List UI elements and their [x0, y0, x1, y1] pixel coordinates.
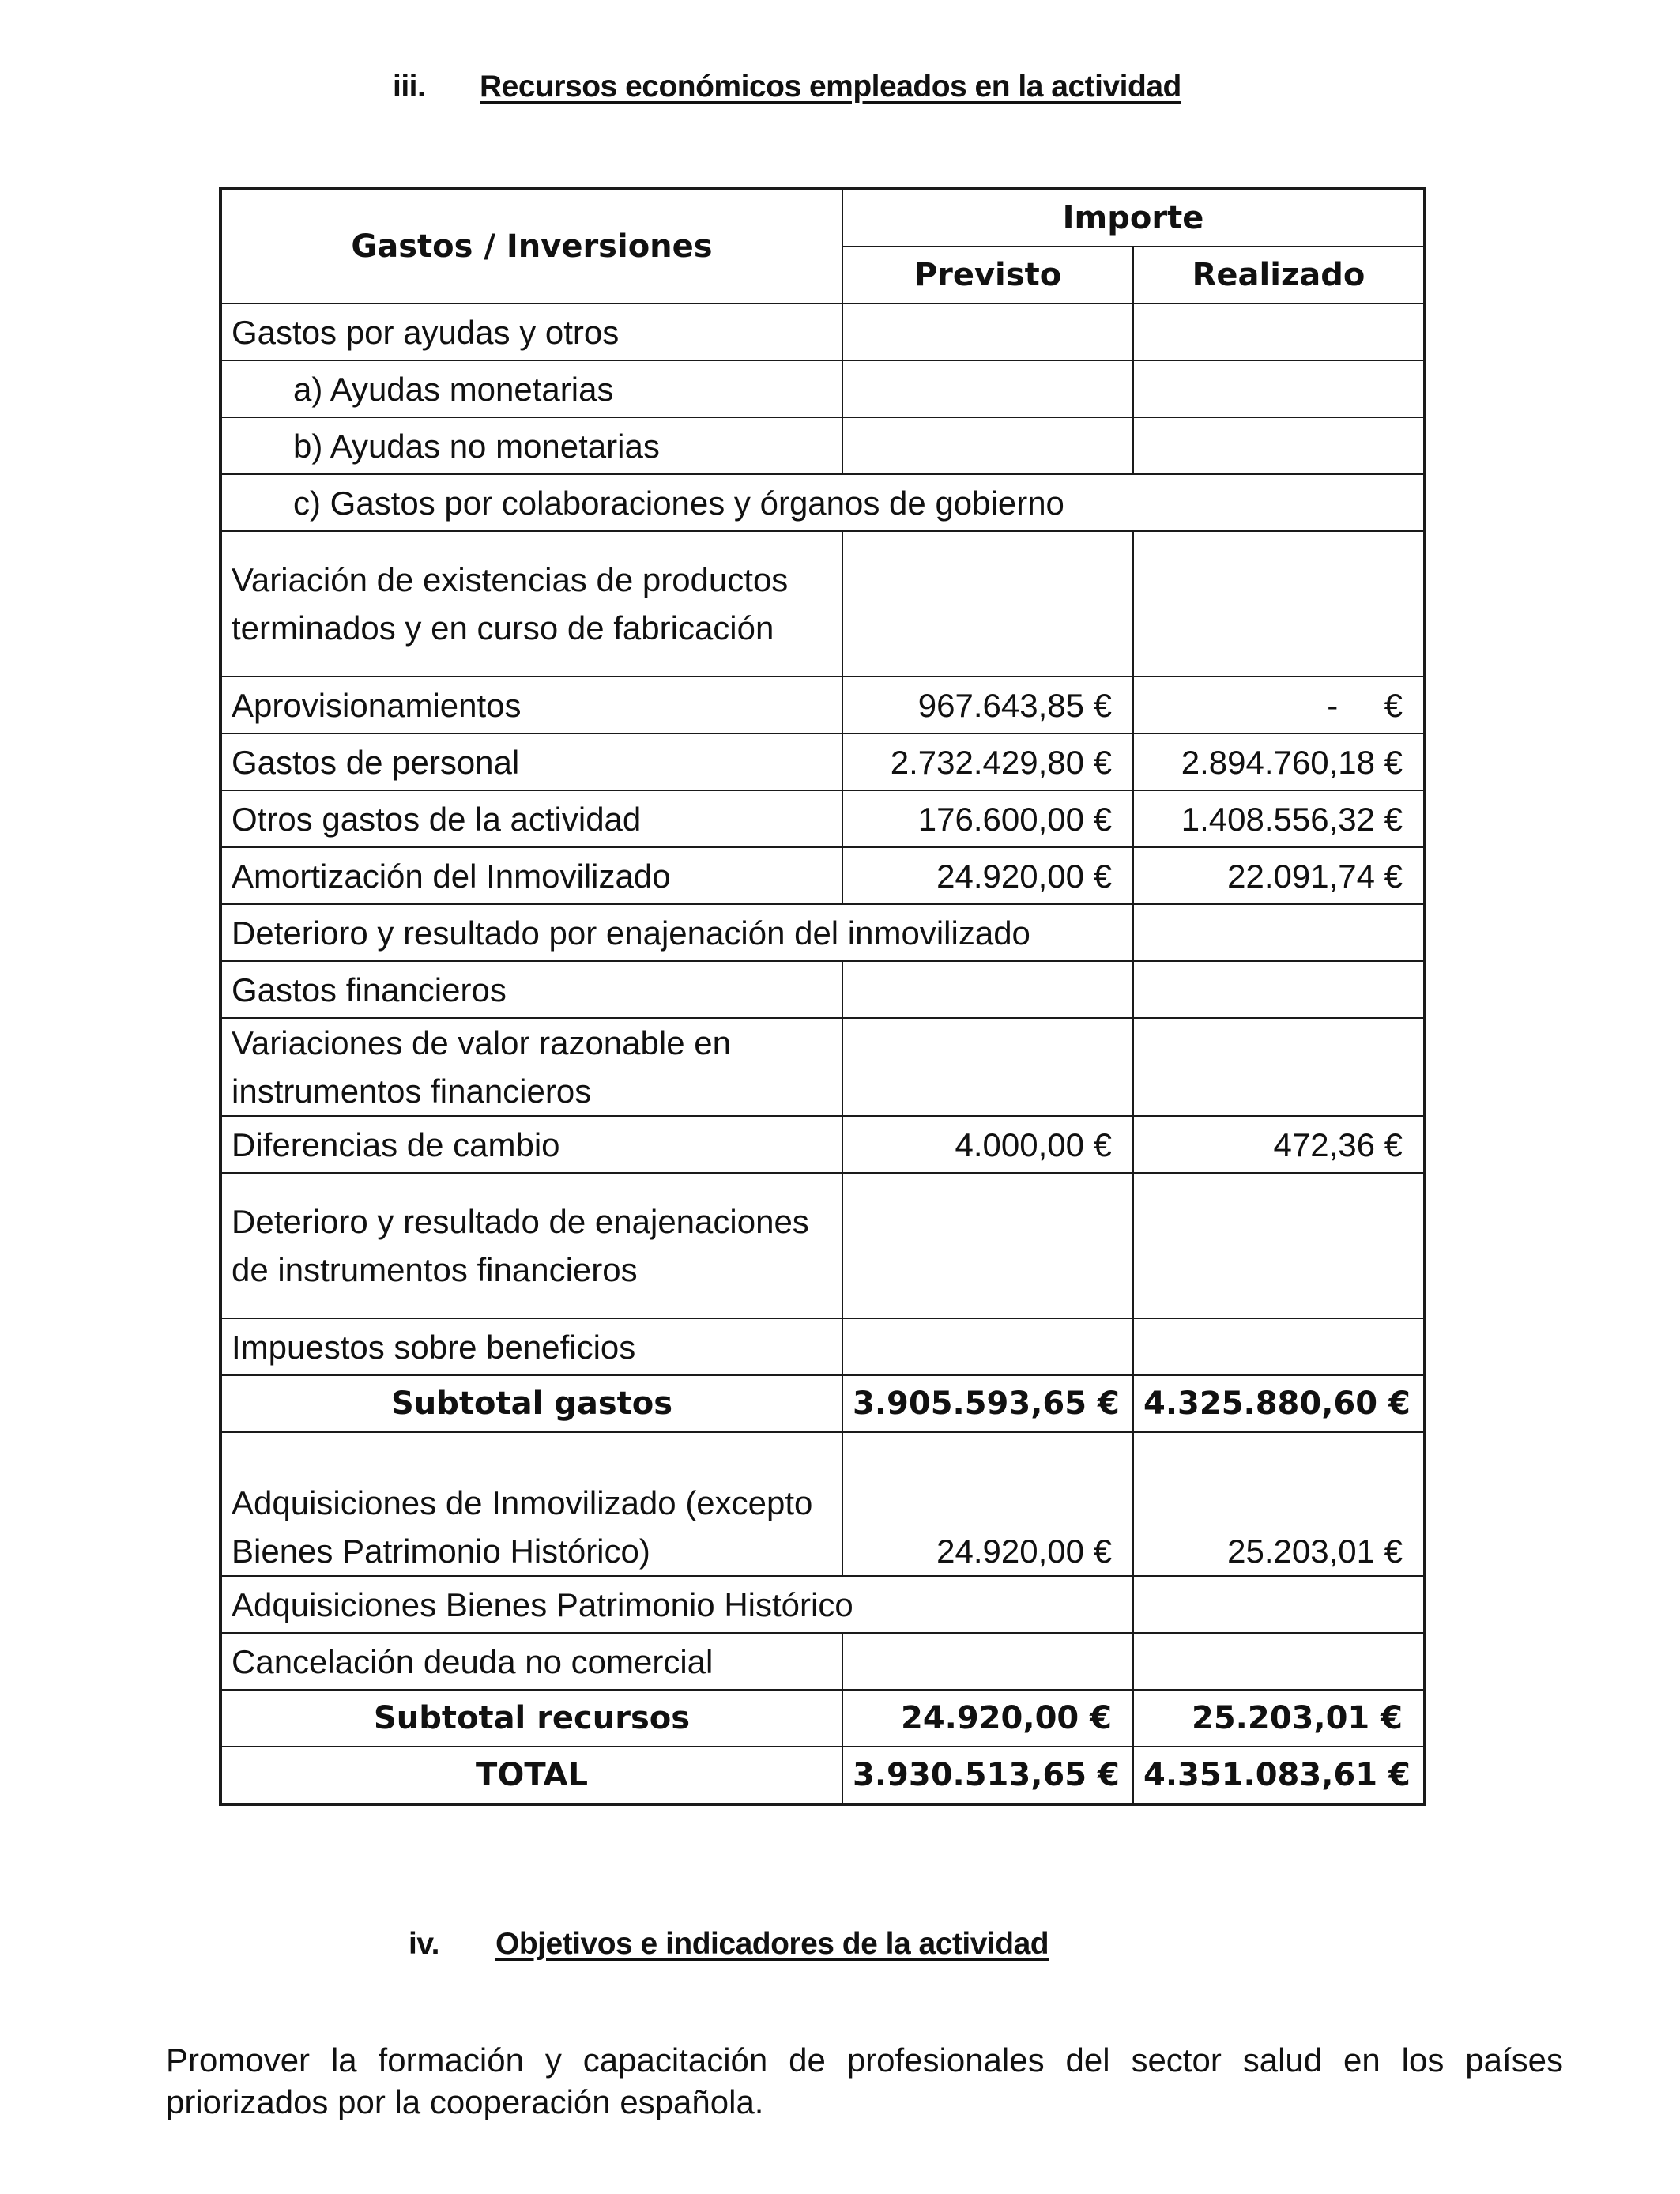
header-previsto: Previsto	[842, 247, 1133, 303]
row-realizado: 25.203,01 €	[1133, 1690, 1425, 1747]
row-realizado	[1133, 1633, 1425, 1690]
row-label: c) Gastos por colaboraciones y órganos de gobierno	[220, 474, 1425, 531]
table-row	[220, 360, 1425, 417]
row-previsto: 2.732.429,80 €	[842, 733, 1133, 790]
row-previsto	[842, 1318, 1133, 1375]
row-realizado	[1133, 1318, 1425, 1375]
section-heading-iii	[393, 70, 1262, 109]
section-number: iii.	[393, 70, 426, 104]
header-importe: Importe	[842, 189, 1425, 247]
row-previsto	[842, 360, 1133, 417]
row-label: TOTAL	[220, 1747, 842, 1804]
table-row	[220, 1318, 1425, 1375]
row-previsto	[842, 1173, 1133, 1318]
table-row	[220, 1432, 1425, 1576]
row-previsto: 3.905.593,65 €	[842, 1375, 1133, 1432]
row-realizado	[1133, 360, 1425, 417]
row-label: Variación de existencias de productos terminados y en curso de fabricación	[220, 531, 842, 677]
row-realizado	[1133, 531, 1425, 677]
row-label: b) Ayudas no monetarias	[220, 417, 842, 474]
row-previsto: 967.643,85 €	[842, 677, 1133, 733]
row-previsto: 3.930.513,65 €	[842, 1747, 1133, 1804]
row-previsto	[842, 531, 1133, 677]
row-label: Adquisiciones de Inmovilizado (excepto Bienes Patrimonio Histórico)	[220, 1432, 842, 1576]
row-label: Subtotal recursos	[220, 1690, 842, 1747]
header-realizado: Realizado	[1133, 247, 1425, 303]
row-previsto: 176.600,00 €	[842, 790, 1133, 847]
row-label: Diferencias de cambio	[220, 1116, 842, 1173]
row-realizado	[1133, 1576, 1425, 1633]
resources-table	[219, 187, 1426, 1806]
table-row	[220, 417, 1425, 474]
section-heading-iv	[409, 1927, 1278, 1966]
table-row	[220, 1116, 1425, 1173]
table-row	[220, 847, 1425, 904]
row-realizado	[1133, 961, 1425, 1018]
row-previsto	[842, 961, 1133, 1018]
row-realizado	[1133, 1173, 1425, 1318]
table-row	[220, 531, 1425, 677]
row-label: Otros gastos de la actividad	[220, 790, 842, 847]
row-previsto	[842, 303, 1133, 360]
row-previsto: 24.920,00 €	[842, 1690, 1133, 1747]
row-realizado	[1133, 303, 1425, 360]
table-row	[220, 1018, 1425, 1116]
row-label: Subtotal gastos	[220, 1375, 842, 1432]
row-label: Gastos de personal	[220, 733, 842, 790]
row-previsto	[842, 1018, 1133, 1116]
row-label: Deterioro y resultado por enajenación del inmovilizado	[220, 904, 1133, 961]
row-label: Impuestos sobre beneficios	[220, 1318, 842, 1375]
total-row	[220, 1747, 1425, 1804]
row-label: Amortización del Inmovilizado	[220, 847, 842, 904]
row-previsto: 4.000,00 €	[842, 1116, 1133, 1173]
section-title: Objetivos e indicadores de la actividad	[495, 1927, 1049, 1961]
table-row	[220, 790, 1425, 847]
table-row	[220, 733, 1425, 790]
section-title: Recursos económicos empleados en la actividad	[480, 70, 1181, 104]
row-realizado: - €	[1133, 677, 1425, 733]
row-realizado: 472,36 €	[1133, 1116, 1425, 1173]
row-realizado: 25.203,01 €	[1133, 1432, 1425, 1576]
row-label: Gastos financieros	[220, 961, 842, 1018]
subtotal-gastos-row	[220, 1375, 1425, 1432]
row-realizado: 2.894.760,18 €	[1133, 733, 1425, 790]
row-label: a) Ayudas monetarias	[220, 360, 842, 417]
row-realizado	[1133, 904, 1425, 961]
row-realizado: 4.325.880,60 €	[1133, 1375, 1425, 1432]
row-previsto: 24.920,00 €	[842, 1432, 1133, 1576]
row-realizado	[1133, 1018, 1425, 1116]
header-gastos-inversiones: Gastos / Inversiones	[220, 189, 842, 303]
row-realizado: 1.408.556,32 €	[1133, 790, 1425, 847]
table-row	[220, 1173, 1425, 1318]
section-number: iv.	[409, 1927, 439, 1961]
row-label: Aprovisionamientos	[220, 677, 842, 733]
row-previsto	[842, 1633, 1133, 1690]
row-label: Deterioro y resultado de enajenaciones de instrumentos financieros	[220, 1173, 842, 1318]
row-previsto: 24.920,00 €	[842, 847, 1133, 904]
row-label: Variaciones de valor razonable en instrumentos financieros	[220, 1018, 842, 1116]
table-row	[220, 1576, 1425, 1633]
table-row	[220, 474, 1425, 531]
table-row	[220, 677, 1425, 733]
row-previsto	[842, 417, 1133, 474]
row-realizado: 22.091,74 €	[1133, 847, 1425, 904]
row-label: Gastos por ayudas y otros	[220, 303, 842, 360]
row-realizado	[1133, 417, 1425, 474]
table-row	[220, 1633, 1425, 1690]
row-realizado: 4.351.083,61 €	[1133, 1747, 1425, 1804]
subtotal-recursos-row	[220, 1690, 1425, 1747]
table-row	[220, 904, 1425, 961]
table-row	[220, 303, 1425, 360]
row-label: Cancelación deuda no comercial	[220, 1633, 842, 1690]
row-label: Adquisiciones Bienes Patrimonio Histórico	[220, 1576, 1133, 1633]
table-row	[220, 961, 1425, 1018]
objective-paragraph: Promover la formación y capacitación de profesionales del sector salud en los países priorizados por la cooperación española.	[166, 2041, 1563, 2120]
